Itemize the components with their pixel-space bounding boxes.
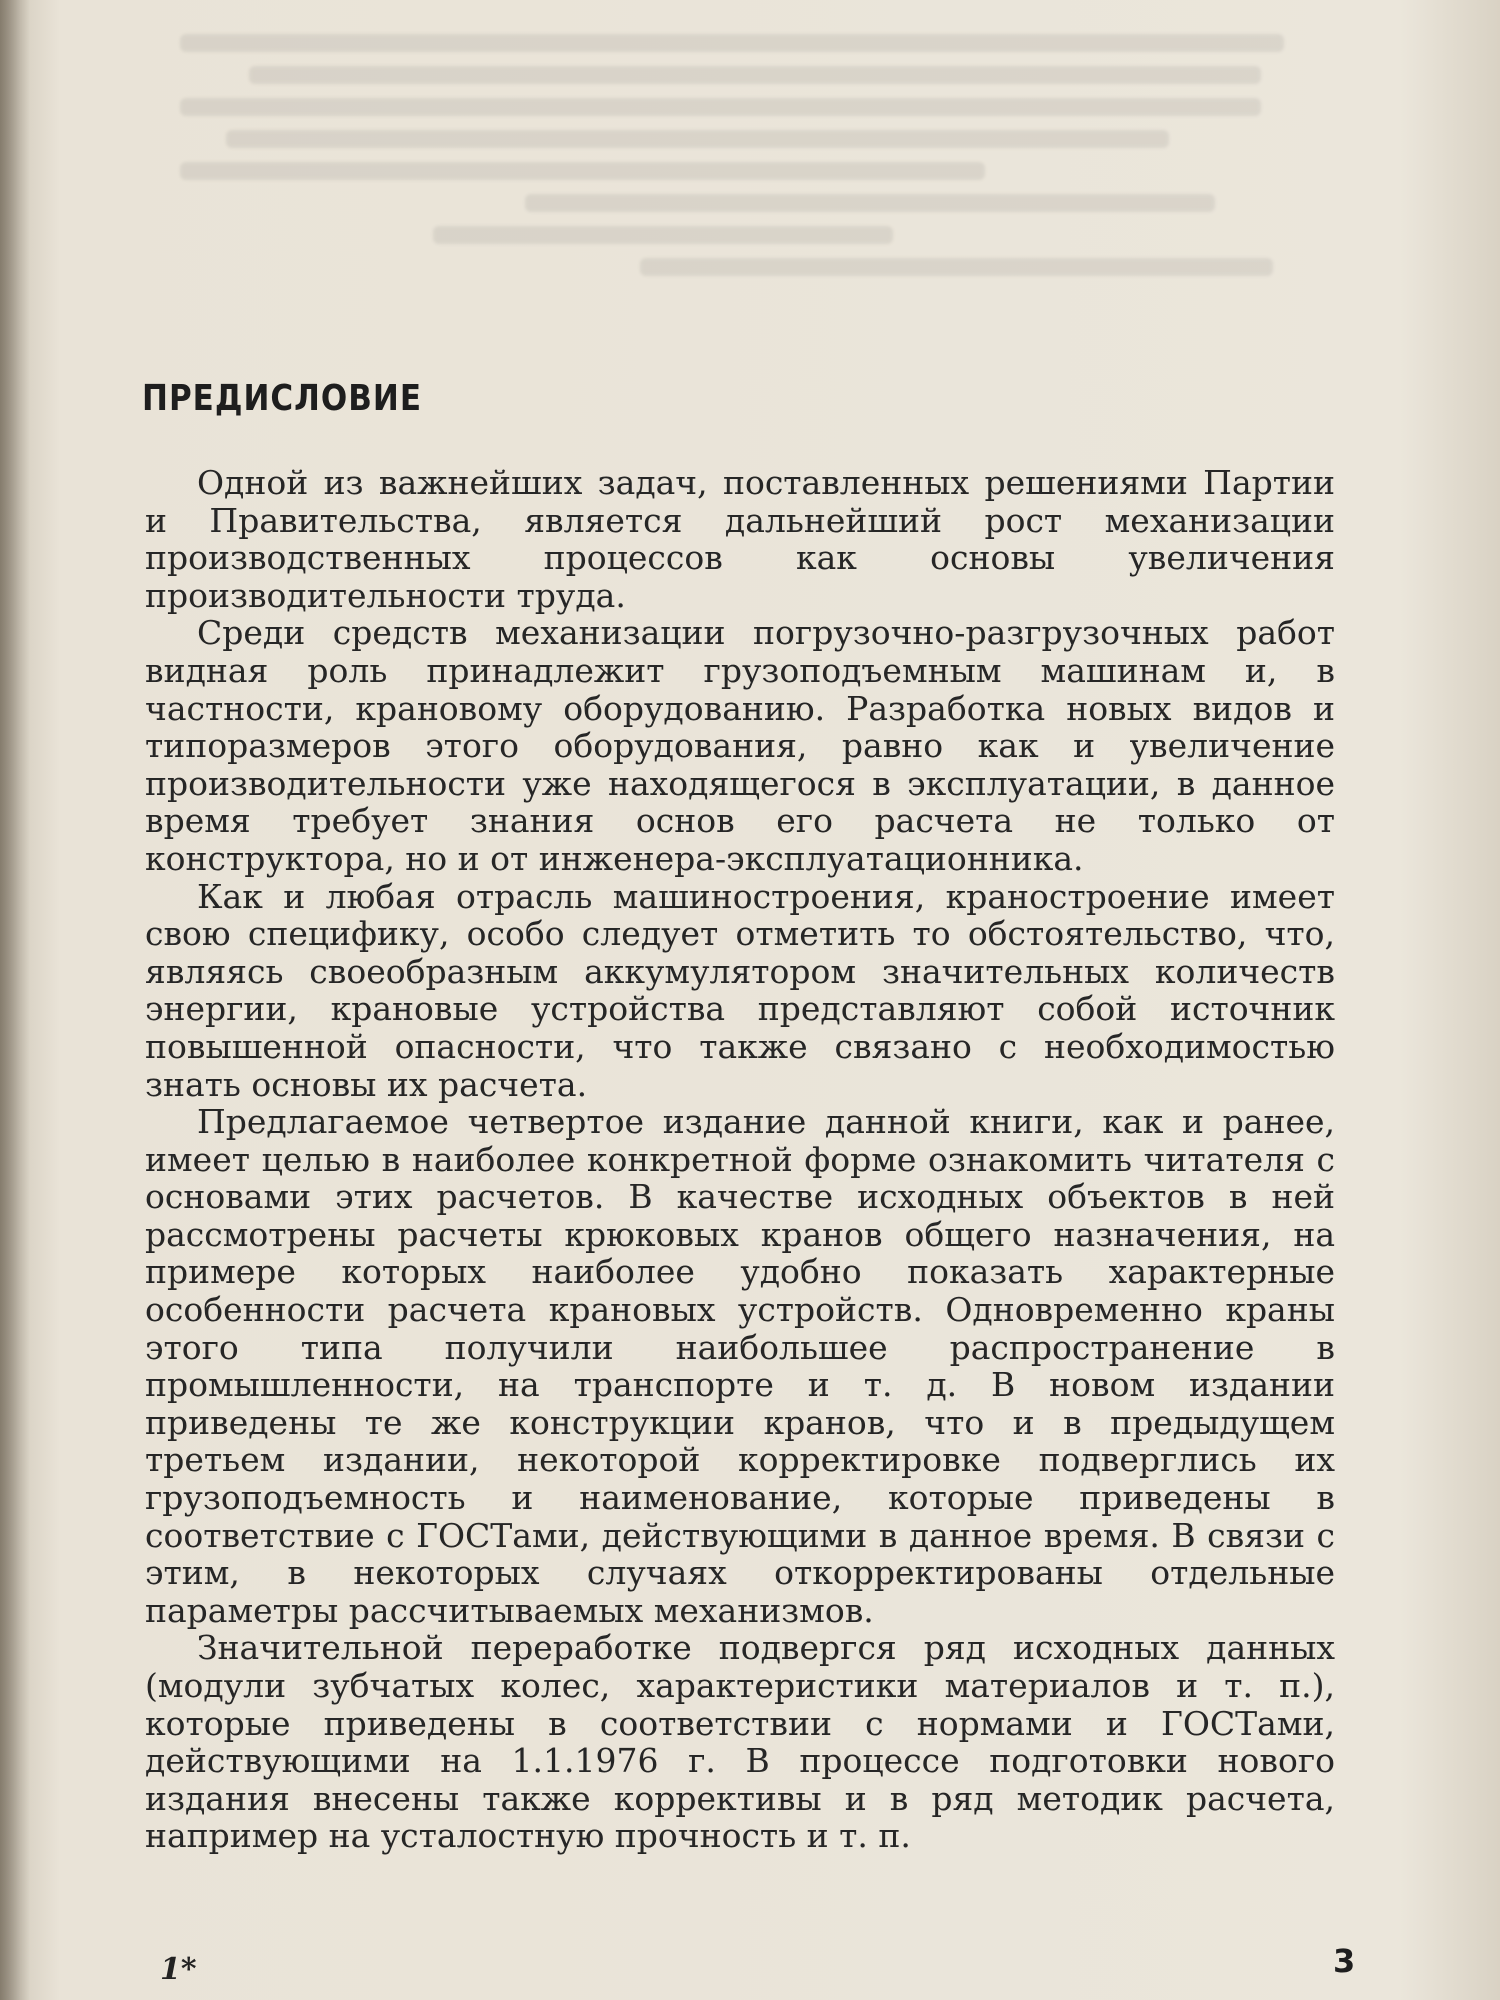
- signature-mark: 1*: [160, 1952, 197, 1987]
- spine-shadow: [0, 0, 30, 2000]
- show-through-text: [180, 20, 1330, 400]
- page-title: ПРЕДИСЛОВИЕ: [142, 378, 422, 420]
- paragraph-1: Одной из важнейших задач, поставленных решениями Партии и Правительства, является дальнейший рост механизации производственных процессов как основы увеличения производительности труда.: [145, 463, 1335, 615]
- paragraph-4: Предлагаемое четвертое издание данной книги, как и ранее, имеет целью в наиболее конкретной форме ознакомить читателя с основами этих расчетов. В качестве исходных объектов в ней рассмотрены расчеты крюковых кранов общего назначения, на примере которых наиболее удобно показать характерные особенности расчета крановых устройств. Одновременно краны этого типа получили наибольшее распространение в промышленности, на транспорте и т. д. В новом издании приведены те же конструкции кранов, что и в предыдущем третьем издании, некоторой корректировке подверглись их грузоподъемность и наименование, которые приведены в соответствие с ГОСТами, действующими в данное время. В связи с этим, в некоторых случаях откорректированы отдельные параметры рассчитываемых механизмов.: [145, 1102, 1335, 1630]
- paragraph-2: Среди средств механизации погрузочно-разгрузочных работ видная роль принадлежит грузоподъемным машинам и, в частности, крановому оборудованию. Разработка новых видов и типоразмеров этого оборудования, равно как и увеличение производительности уже находящегося в эксплуатации, в данное время требует знания основ его расчета не только от конструктора, но и от инженера-эксплуатационника.: [145, 613, 1335, 878]
- preface-body: [145, 464, 1335, 1855]
- paragraph-3: Как и любая отрасль машиностроения, краностроение имеет свою специфику, особо следует отметить то обстоятельство, что, являясь своеобразным аккумулятором значительных количеств энергии, крановые устройства представляют собой источник повышенной опасности, что также связано с необходимостью знать основы их расчета.: [145, 876, 1335, 1104]
- page-number: 3: [1333, 1942, 1356, 1980]
- paragraph-5: Значительной переработке подвергся ряд исходных данных (модули зубчатых колес, характеристики материалов и т. п.), которые приведены в соответствии с нормами и ГОСТами, действующими на 1.1.1976 г. В процессе подготовки нового издания внесены также коррективы и в ряд методик расчета, например на усталостную прочность и т. п.: [145, 1628, 1335, 1856]
